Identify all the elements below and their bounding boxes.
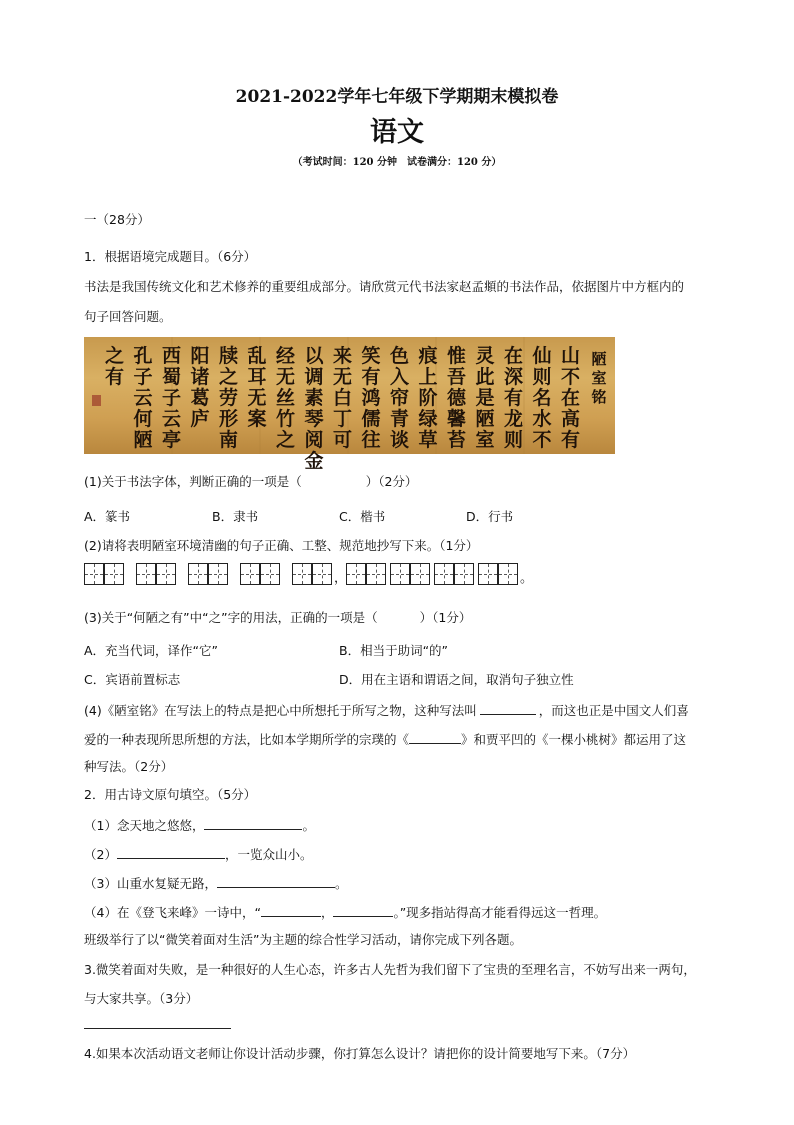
calligraphy-char: 室 xyxy=(591,369,607,387)
calligraphy-char: 此 xyxy=(475,366,495,388)
grid-cell[interactable] xyxy=(292,563,312,585)
calligraphy-char: 可 xyxy=(332,429,353,451)
calligraphy-char: 经 xyxy=(275,345,296,367)
q1-sub2-text: (2)请将表明陋室环境清幽的句子正确、工整、规范地抄写下来。（1分） xyxy=(84,538,479,553)
q1-sub1-option-a[interactable]: A．篆书 xyxy=(84,509,131,524)
calligraphy-char: 阳 xyxy=(190,345,210,367)
q2-item3-text: （3）山重水复疑无路， xyxy=(84,876,217,891)
q1-sub3-suffix: ）（1分） xyxy=(419,610,472,625)
q2-item3-end: 。 xyxy=(334,876,348,891)
calligraphy-char: 之 xyxy=(275,429,296,451)
q2-item4 xyxy=(84,903,606,921)
exam-title: 2021-2022学年七年级下学期期末模拟卷 xyxy=(235,87,559,107)
calligraphy-char: 绿 xyxy=(418,408,438,430)
q2-item3-blank[interactable] xyxy=(217,874,335,888)
calligraphy-char: 有 xyxy=(361,366,381,388)
calligraphy-char: 儒 xyxy=(361,408,381,430)
calligraphy-char: 金 xyxy=(304,450,324,472)
grid-cell[interactable] xyxy=(390,563,410,585)
q1-sub1-prefix: (1)关于书法字体，判断正确的一项是（ xyxy=(84,474,302,489)
grid-cell[interactable] xyxy=(188,563,208,585)
calligraphy-char: 在 xyxy=(560,387,581,409)
q2-item2-end: ，一览众山小。 xyxy=(224,847,313,862)
calligraphy-char: 牍 xyxy=(218,345,239,367)
q1-intro-line1: 书法是我国传统文化和艺术修养的重要组成部分。请欣赏元代书法家赵孟頫的书法作品，依据图片中方框内的 xyxy=(84,279,685,294)
activity-intro: 班级举行了以“微笑着面对生活”为主题的综合性学习活动，请你完成下列各题。 xyxy=(84,932,522,947)
calligraphy-char: 亭 xyxy=(161,429,182,451)
q2-item2-text: （2） xyxy=(84,847,117,862)
q1-sub1-option-c[interactable]: C．楷书 xyxy=(339,509,386,524)
calligraphy-char: 苔 xyxy=(446,429,467,451)
calligraphy-char: 之 xyxy=(104,345,125,367)
calligraphy-char: 丝 xyxy=(275,387,296,409)
calligraphy-char: 庐 xyxy=(190,408,210,430)
q2-item1-end: 。 xyxy=(302,818,315,833)
calligraphy-char: 调 xyxy=(304,366,324,388)
calligraphy-char: 则 xyxy=(503,429,524,451)
calligraphy-char: 名 xyxy=(532,387,552,409)
q2-stem: 2．用古诗文原句填空。（5分） xyxy=(84,787,257,802)
calligraphy-char: 子 xyxy=(161,387,182,409)
grid-cell[interactable] xyxy=(498,563,518,585)
calligraphy-char: 阶 xyxy=(418,387,438,409)
q3-line1: 3.微笑着面对失败，是一种很好的人生心态，许多古人先哲为我们留下了宝贵的至理名言，不妨写出来一两句， xyxy=(84,962,696,977)
q1-sub1-suffix: ）（2分） xyxy=(365,474,418,489)
q2-item3 xyxy=(84,874,347,892)
calligraphy-char: 是 xyxy=(475,387,495,409)
calligraphy-char: 深 xyxy=(503,366,524,388)
grid-cell[interactable] xyxy=(156,563,176,585)
calligraphy-char: 在 xyxy=(503,345,524,367)
calligraphy-char: 孔 xyxy=(133,345,153,367)
calligraphy-char: 仙 xyxy=(532,345,552,367)
calligraphy-char: 陋 xyxy=(133,429,153,451)
grid-cell[interactable] xyxy=(454,563,474,585)
calligraphy-char: 痕 xyxy=(418,345,438,367)
calligraphy-char: 上 xyxy=(418,366,438,388)
calligraphy-char: 竹 xyxy=(275,408,296,430)
q2-item4-end: 。”现多指站得高才能看得远这一哲理。 xyxy=(393,905,607,920)
exam-subject: 语文 xyxy=(370,117,424,148)
calligraphy-char: 耳 xyxy=(247,366,267,388)
grid-cell[interactable] xyxy=(434,563,454,585)
q1-sub3-option-d[interactable]: D．用在主语和谓语之间，取消句子独立性 xyxy=(339,672,574,687)
answer-line[interactable] xyxy=(84,1028,231,1029)
calligraphy-char: 谈 xyxy=(389,429,410,451)
calligraphy-char: 吾 xyxy=(446,366,467,388)
calligraphy-char: 无 xyxy=(332,366,353,388)
q1-sub3-option-c[interactable]: C．宾语前置标志 xyxy=(84,672,181,687)
grid-comma: ， xyxy=(334,571,348,586)
q2-item1 xyxy=(84,816,315,834)
calligraphy-char: 以 xyxy=(304,345,324,367)
calligraphy-char: 不 xyxy=(532,429,552,451)
calligraphy-char: 灵 xyxy=(475,345,495,367)
seal-mark xyxy=(92,395,101,406)
q1-sub3 xyxy=(84,610,471,626)
q1-sub3-prefix: (3)关于“何陋之有”中“之”字的用法，正确的一项是（ xyxy=(84,610,378,625)
calligraphy-scroll xyxy=(84,337,615,472)
calligraphy-char: 葛 xyxy=(190,387,210,409)
q2-item2 xyxy=(84,845,312,863)
q2-item4-comma: ， xyxy=(320,905,334,920)
calligraphy-char: 形 xyxy=(218,408,239,430)
calligraphy-char: 劳 xyxy=(218,387,239,409)
calligraphy-image xyxy=(84,337,615,472)
q2-item1-blank[interactable] xyxy=(204,816,302,830)
q1-sub1 xyxy=(84,474,417,490)
calligraphy-char: 有 xyxy=(560,429,581,451)
grid-cell[interactable] xyxy=(240,563,260,585)
calligraphy-char: 陋 xyxy=(475,408,495,430)
q1-sub4-blank2[interactable] xyxy=(409,730,461,744)
calligraphy-char: 乱 xyxy=(247,345,267,367)
calligraphy-char: 无 xyxy=(275,366,296,388)
calligraphy-char: 铭 xyxy=(591,388,607,406)
calligraphy-char: 帘 xyxy=(389,387,410,409)
q1-sub4-line3: 种写法。（2分） xyxy=(84,759,174,774)
calligraphy-char: 丁 xyxy=(332,408,353,430)
q4-text: 4.如果本次活动语文老师让你设计活动步骤，你打算怎么设计？请把你的设计简要地写下来。（7分） xyxy=(84,1046,636,1061)
calligraphy-char: 琴 xyxy=(304,408,324,430)
q1-sub4-text-b: ，而这也正是中国文人们喜 xyxy=(538,703,689,718)
q1-sub4-line1 xyxy=(84,701,689,719)
calligraphy-char: 有 xyxy=(503,387,524,409)
grid-cell[interactable] xyxy=(312,563,332,585)
calligraphy-char: 则 xyxy=(532,366,552,388)
calligraphy-char: 来 xyxy=(332,345,353,367)
grid-cell[interactable] xyxy=(410,563,430,585)
q3-line2: 与大家共享。（3分） xyxy=(84,991,199,1006)
calligraphy-char: 素 xyxy=(304,387,324,409)
calligraphy-char: 有 xyxy=(104,366,125,388)
q1-sub4-text-a: (4)《陋室铭》在写法上的特点是把心中所想托于所写之物，这种写法叫 xyxy=(84,703,477,718)
grid-cell[interactable] xyxy=(478,563,498,585)
calligraphy-char: 水 xyxy=(532,408,552,430)
q2-item4-blank2[interactable] xyxy=(333,903,393,917)
calligraphy-char: 龙 xyxy=(503,408,524,430)
calligraphy-char: 不 xyxy=(560,366,581,388)
q1-sub4-text-d: 》和贾平凹的《一棵小桃树》都运用了这 xyxy=(461,732,687,747)
q1-sub4-text-c: 爱的一种表现所思所想的方法，比如本学期所学的宗璞的《 xyxy=(84,732,410,747)
calligraphy-char: 何 xyxy=(133,408,153,430)
grid-cell[interactable] xyxy=(366,563,386,585)
q2-item4-blank1[interactable] xyxy=(261,903,321,917)
grid-cell[interactable] xyxy=(84,563,104,585)
section-heading: 一（28分） xyxy=(84,212,150,227)
calligraphy-char: 德 xyxy=(446,387,467,409)
grid-period: 。 xyxy=(520,571,534,586)
calligraphy-char: 蜀 xyxy=(161,366,182,388)
q1-sub3-option-a[interactable]: A．充当代词，译作“它” xyxy=(84,643,219,658)
q2-item4-text: （4）在《登飞来峰》一诗中，“ xyxy=(84,905,261,920)
q1-sub1-option-b[interactable]: B．隶书 xyxy=(212,509,259,524)
calligraphy-char: 馨 xyxy=(446,408,467,430)
calligraphy-char: 南 xyxy=(218,429,239,451)
calligraphy-char: 笑 xyxy=(361,345,381,367)
calligraphy-char: 草 xyxy=(418,429,438,451)
q1-sub4-line2 xyxy=(84,730,686,748)
calligraphy-char: 白 xyxy=(332,387,353,409)
exam-info: （考试时间：120 分钟 试卷满分：120 分） xyxy=(292,157,502,168)
calligraphy-char: 无 xyxy=(247,387,267,409)
calligraphy-char: 青 xyxy=(389,408,410,430)
calligraphy-char: 往 xyxy=(361,429,381,451)
calligraphy-char: 山 xyxy=(560,345,581,367)
grid-cell[interactable] xyxy=(136,563,156,585)
calligraphy-char: 诸 xyxy=(190,366,210,388)
q2-item1-text: （1）念天地之悠悠， xyxy=(84,818,205,833)
calligraphy-char: 西 xyxy=(161,345,182,367)
q1-sub3-option-b[interactable]: B．相当于助词“的” xyxy=(339,643,449,658)
q1-sub1-option-d[interactable]: D．行书 xyxy=(466,509,514,524)
calligraphy-char: 云 xyxy=(133,387,153,409)
grid-cell[interactable] xyxy=(208,563,228,585)
calligraphy-char: 室 xyxy=(475,429,495,451)
calligraphy-char: 惟 xyxy=(446,345,467,367)
calligraphy-char: 阅 xyxy=(304,429,324,451)
q1-stem: 1．根据语境完成题目。（6分） xyxy=(84,249,257,264)
calligraphy-char: 云 xyxy=(161,408,182,430)
grid-cell[interactable] xyxy=(104,563,124,585)
calligraphy-char: 入 xyxy=(389,366,410,388)
calligraphy-char: 陋 xyxy=(591,350,607,368)
calligraphy-char: 案 xyxy=(247,408,267,430)
grid-cell[interactable] xyxy=(346,563,366,585)
calligraphy-char: 色 xyxy=(389,345,410,367)
q1-intro-line2: 句子回答问题。 xyxy=(84,309,172,324)
calligraphy-char: 高 xyxy=(560,408,581,430)
calligraphy-char: 之 xyxy=(218,366,239,388)
q2-item2-blank[interactable] xyxy=(117,845,225,859)
calligraphy-char: 子 xyxy=(133,366,153,388)
grid-cell[interactable] xyxy=(260,563,280,585)
calligraphy-char: 鸿 xyxy=(361,387,381,409)
q1-sub4-blank1[interactable] xyxy=(480,701,536,715)
